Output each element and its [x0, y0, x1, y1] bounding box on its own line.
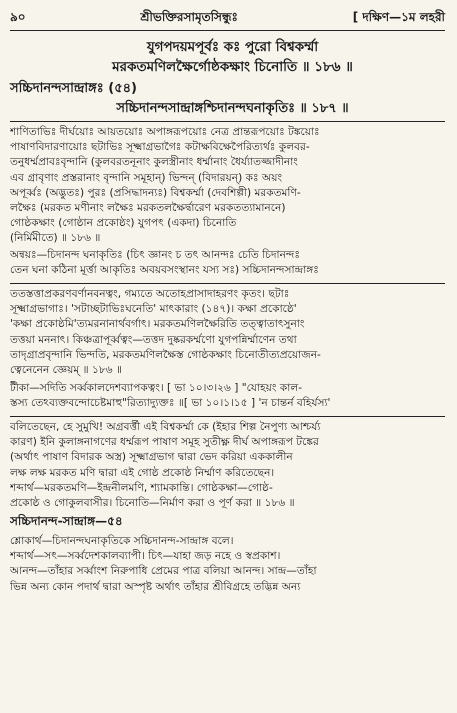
text-line: গোষ্ঠকক্ষাং (গোষ্ঠান প্রকোষ্ঠং) যুগপৎ (একদা) চিনোতি — [10, 217, 237, 230]
bengali-verse-meaning — [10, 534, 445, 595]
section-divider — [10, 283, 445, 284]
text-line: টীকা—সদিতি সর্ব্বকালদেশব্যাপকত্বং। [ ভা ১০।৩।২৬ ] "যোহয়ং কাল- — [10, 382, 303, 394]
text-line: কারণ) ইনি কুলাঙ্গনাগণের ধর্ম্মরূপ পাষাণ সমূহ সুতীক্ষ্ণ দীর্ঘ অপাঙ্গরূপ টঙ্কের — [10, 436, 319, 449]
anvaya-paragraph — [10, 248, 445, 278]
text-line: তত্তয়া মননাৎ। কিঞ্চত্রাপূর্ব্বত্বং—তত্তদ দুষ্করকর্ম্মণো যুগপন্নির্ম্মাণেন তথা — [10, 333, 297, 346]
text-line: শব্দার্থ—মরকতমণি—ইন্দ্রনীলমণি, শ্যামকান্তি। গোষ্ঠকক্ষা—গোষ্ঠ- — [10, 481, 273, 494]
verse-186-line-1: যুগপদয়মপূর্বঃ কঃ পুরো বিশ্বকর্ম্মা — [146, 39, 319, 55]
attribute-heading-54: সচ্চিদানন্দসান্দ্রাঙ্গঃ (৫৪) — [10, 81, 138, 96]
text-line: বলিতেছেন, হে সুমুখি! অগ্রবর্ত্তী এই বিশ্বকর্ম্মা কে (ইহার শিল্প নৈপুণ্য আশ্চর্য্য — [10, 421, 321, 433]
text-line: শব্দার্থ—সৎ—সর্ব্বদেশকালব্যাপী। চিৎ—যাহা জড় নহে ও স্বপ্রকাশ। — [10, 550, 281, 563]
verse-187: সচ্চিদানন্দসান্দ্রাঙ্গশ্চিদানন্দঘনাকৃতিঃ ॥ ১৮৭ ॥ — [116, 101, 349, 116]
text-line: আনন্দ—তাঁহার সর্ব্বাংশ নিরুপাধি প্রেমের পাত্র বলিয়া আনন্দ। সান্দ্র—তাঁহা — [10, 565, 317, 578]
text-line: তেন ঘনা কঠিনা মূর্ত্তা আকৃতিঃ অবয়বসংস্থানং যস্য সঃ) সচ্চিদানন্দসান্দ্রাঙ্গঃ — [10, 264, 319, 277]
text-line: পাষাণবিদারণায়োঃ ছটাভিঃ সূক্ষ্মাগ্রভাগৈঃ কটাক্ষবিক্ষেপৈরিত্যর্থঃ কুলবর- — [10, 141, 310, 154]
bengali-attribute-heading: সচ্চিদানন্দ-সান্দ্রাঙ্গ—৫৪ — [10, 514, 123, 528]
text-line: লক্ষ লক্ষ মরকত মণি দ্বারা এই গোষ্ঠ প্রকোষ্ঠ নির্ম্মাণ করিতেছেন। — [10, 466, 275, 479]
section-divider — [10, 416, 445, 417]
section-label: [ দক্ষিণ—১ম লহরী — [352, 10, 445, 24]
text-line: প্রকোষ্ঠ ও গোকুলবাসীর। চিনোতি—নির্মাণ করা ও পূর্ণ করা ॥ ১৮৬ ॥ — [10, 497, 295, 510]
text-line: শাণিতাভিঃ দীর্ঘয়োঃ আয়তয়োঃ অপাঙ্গরূপয়োঃ নেত্র প্রান্তরূপয়োঃ টঙ্কয়োঃ — [10, 126, 320, 138]
section-divider — [10, 121, 445, 122]
verse-186-line-2: মরকতমণিলক্ষৈর্গোষ্ঠকক্ষাং চিনোতি ॥ ১৮৬ ॥ — [112, 59, 353, 75]
text-line: ত্বেনেনেন জ্ঞেয়ম্ ॥ ১৮৬ ॥ — [10, 364, 122, 377]
book-title: শ্রীভক্তিরসামৃতসিন্ধুঃ — [140, 10, 238, 24]
text-line: (অর্থাৎ পাষাণ বিদারক অস্ত্র) সূক্ষ্মাগ্রভাগ দ্বারা ভেদ করিয়া এককালীন — [10, 451, 293, 464]
text-line: সূক্ষ্মাগ্রভাগাঃ। 'সটাচ্ছটাভিঃঘনেতি' মাৎকারাং (১৪৭)। কক্ষা প্রকোষ্ঠে' — [10, 303, 297, 316]
text-line: ততস্তত্তাপ্রকরণবর্ণানবনত্বং, গম্যতে অতোহপ্রাসাদাহরণং কৃতং। ছটাঃ — [10, 288, 290, 300]
text-line: 'কক্ষা প্রকোষ্ঠমি'ত্যমরনানার্থবর্গাৎ। মরকতমণিলক্ষৈরিতি তত্ত্বাতাৎসুনাং — [10, 318, 305, 331]
text-line: তনুধর্ম্মপ্রাবঃবৃন্দানি (কুলবরতনূনাং কুলস্ত্রীনাং ধর্ম্মানাং ধৈর্য্যাতজ্জাদীনাং — [10, 156, 298, 169]
text-line: তাদৃগ্রাপ্রবৃন্দানি ভিন্দতি, মরকতমণিলক্ষৈস্ত গোষ্ঠকক্ষাং চিনোতীত্যপ্রয়োজন- — [10, 348, 321, 361]
page-number: ৯০ — [10, 10, 26, 24]
text-line: লক্ষৈঃ (মরকত মণীনাং লক্ষৈঃ মরকতলক্ষৈর্দ্বারেণ মরকতত্যামাননে) — [10, 202, 286, 215]
text-line: অপূর্ব্বঃ (অদ্ভুতঃ) পুরঃ (প্রসিদ্ধাদন্যঃ) বিশ্বকর্ম্মা (দেবশিল্পী) মরকতমণি- — [10, 186, 301, 199]
text-line: ভিন্ন অন্য কোন পদার্থ দ্বারা অস্পৃষ্ট অর্থাৎ তাঁহার শ্রীবিগ্রহে তদ্ভিন্ন অন্য — [10, 580, 301, 593]
text-line: শ্লোকার্থ—চিদানন্দঘনাকৃতিকে সচ্চিদানন্দ-সান্দ্রাঙ্গ বলে। — [10, 535, 234, 547]
tika-paragraph — [10, 381, 445, 411]
text-line: (নির্মিমীতে) ॥ ১৮৬ ॥ — [10, 232, 101, 245]
commentary-paragraph-2 — [10, 287, 445, 378]
page-header — [10, 8, 445, 31]
commentary-paragraph-1 — [10, 125, 445, 247]
text-line: এব গ্রাবৃণাং প্রস্তরানাং বৃন্দানি সমূহান্) ভিন্দন্ (বিদারয়ন্) কঃ অয়ং — [10, 171, 283, 184]
bengali-translation — [10, 420, 445, 511]
text-line: স্তস্য তেঽব্যক্তবন্দোচেষ্টমাহু"রিত্যাদ্যুক্তঃ ॥[ ভা ১০।১।১৫ ] 'ন চান্তর্ন বহির্যস্য' — [10, 397, 331, 410]
text-line: অন্বয়ঃ—চিদানন্দ ঘনাকৃতিঃ (চিৎ জ্ঞানং চ তৎ আনন্দঃ চেতি চিদানন্দঃ — [10, 249, 301, 261]
